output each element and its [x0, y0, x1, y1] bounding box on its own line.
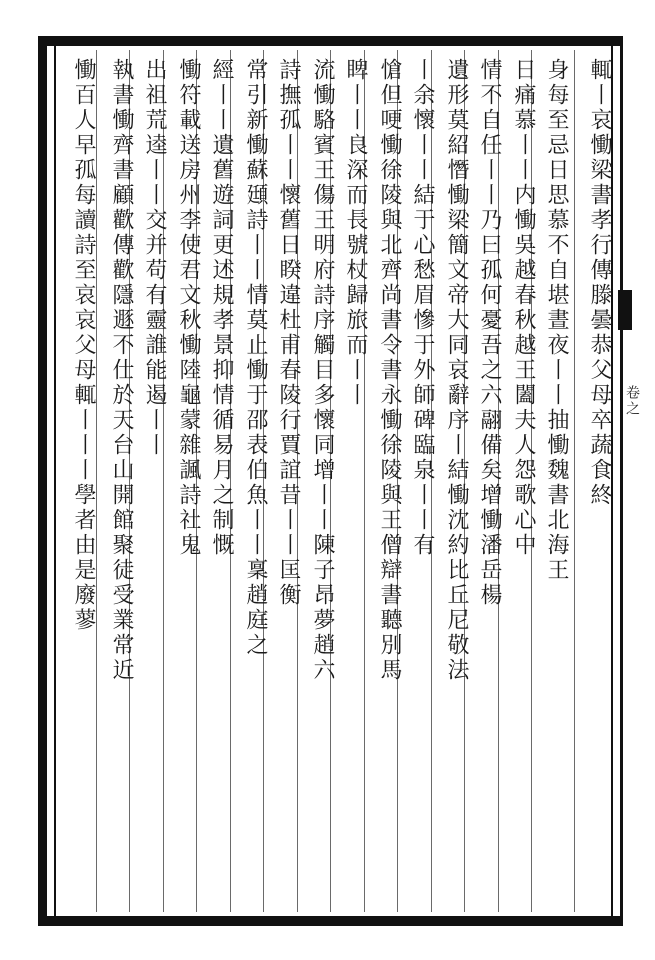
- text-column-14: 出祖荒逵丨丨交并苟有靈誰能遏丨丨: [142, 58, 167, 458]
- edge-label: 卷之: [624, 385, 640, 417]
- text-column-8: 睥丨丨良深而長號杖歸旅而丨丨: [343, 58, 368, 408]
- text-column-13: 慟符載送房州李使君文秋慟陸龜蒙雜諷詩社鬼: [176, 58, 201, 558]
- text-column-16: 慟百人早孤每讀詩至哀哀父母輒丨丨丨學者由是廢蓼: [71, 58, 96, 633]
- text-column-3: 日痛慕丨丨内慟吳越春秋越王闔夫人怨歌心中: [511, 58, 536, 558]
- text-column-9: 流慟駱賓王傷王明府詩序觸目多懷同增丨丨陳子昂夢趙六: [310, 58, 335, 683]
- text-column-12: 經丨丨遺舊遊詞更述規孝景抑情循易月之制慨: [209, 58, 234, 558]
- text-column-7: 愴但哽慟徐陵與北齊尚書令書永慟徐陵與王僧辯書聽別馬: [377, 58, 402, 683]
- text-column-10: 詩撫孤丨丨懷舊日睽違杜甫春陵行賈誼昔丨丨匡衡: [276, 58, 301, 608]
- text-column-4: 情不自任丨丨乃曰孤何憂吾之六翮備矣增慟潘岳楊: [477, 58, 502, 608]
- text-column-15: 執書慟齊書顧歡傳歡隱遯不仕於天台山開館聚徒受業常近: [109, 58, 134, 683]
- text-column-11: 常引新慟蘇頲詩丨丨情莫止慟于邵表伯魚丨丨稟趙庭之: [243, 58, 268, 658]
- text-column-5: 遺形莫紹憯慟梁簡文帝大同哀辭序丨結慟沈約比丘尼敬法: [444, 58, 469, 683]
- inner-rule-left: [54, 46, 56, 916]
- text-column-6: 丨余懷丨丨結于心愁眉慘于外師碑臨泉丨丨有: [410, 58, 435, 558]
- text-column-1: 輒丨哀慟梁書孝行傳滕曇恭父母卒蔬食終: [587, 58, 612, 508]
- text-column-2: 身每至忌日思慕不自堪晝夜丨丨抽慟魏書北海王: [544, 58, 569, 583]
